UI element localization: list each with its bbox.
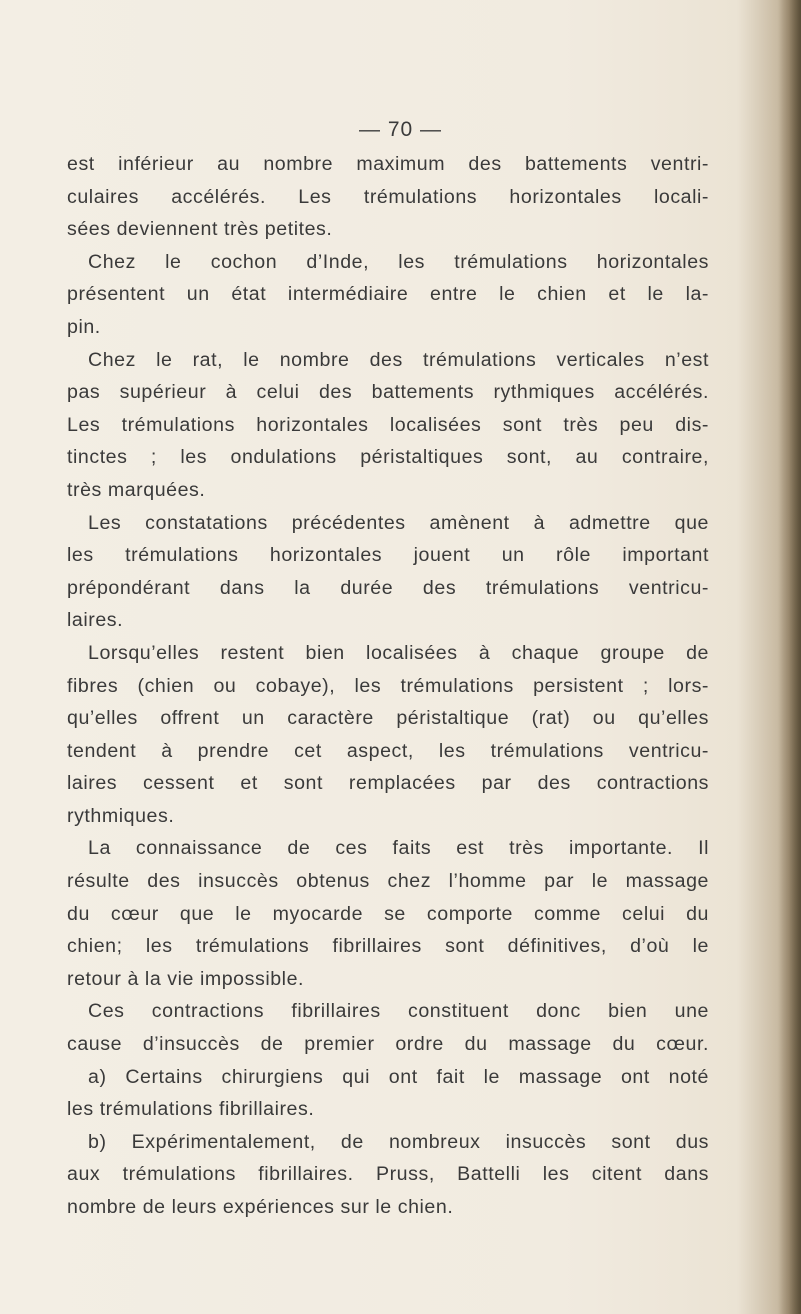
text-line: cause d’insuccès de premier ordre du massage du cœur. xyxy=(67,1033,709,1056)
text-line: a) Certains chirurgiens qui ont fait le massage ont noté xyxy=(88,1065,709,1088)
text-line: qu’elles offrent un caractère péristaltique (rat) ou qu’elles xyxy=(67,707,709,730)
text-line: Les constatations précédentes amènent à admettre que xyxy=(88,511,709,534)
page-edge-shadow xyxy=(779,0,801,1314)
text-line: tinctes ; les ondulations péristaltiques sont, au contraire, xyxy=(67,446,709,469)
text-line: les trémulations fibrillaires. xyxy=(67,1098,315,1121)
text-line: culaires accélérés. Les trémulations horizontales locali- xyxy=(67,185,709,208)
text-line: Lorsqu’elles restent bien localisées à chaque groupe de xyxy=(88,641,709,664)
text-line: pin. xyxy=(67,315,101,338)
text-line: laires cessent et sont remplacées par des contractions xyxy=(67,772,709,795)
text-line: Chez le cochon d’Inde, les trémulations horizontales xyxy=(88,250,709,273)
text-line: fibres (chien ou cobaye), les trémulations persistent ; lors- xyxy=(67,674,709,697)
text-line: les trémulations horizontales jouent un rôle important xyxy=(67,544,709,567)
text-line: Chez le rat, le nombre des trémulations verticales n’est xyxy=(88,348,709,371)
text-line: présentent un état intermédiaire entre le chien et le la- xyxy=(67,283,709,306)
text-line: nombre de leurs expériences sur le chien. xyxy=(67,1196,454,1218)
text-line: très marquées. xyxy=(67,478,206,501)
text-line: résulte des insuccès obtenus chez l’homme par le massage xyxy=(67,870,709,893)
text-line: est inférieur au nombre maximum des battements ventri- xyxy=(67,153,709,175)
text-line: chien; les trémulations fibrillaires sont définitives, d’où le xyxy=(67,935,709,958)
text-line: Les trémulations horizontales localisées sont très peu dis- xyxy=(67,413,709,436)
text-line: tendent à prendre cet aspect, les trémulations ventricu- xyxy=(67,739,709,762)
text-line: b) Expérimentalement, de nombreux insuccès sont dus xyxy=(88,1130,709,1153)
text-line: aux trémulations fibrillaires. Pruss, Battelli les citent dans xyxy=(67,1163,709,1186)
text-line: Ces contractions fibrillaires constituent donc bien une xyxy=(88,1000,709,1023)
text-line: retour à la vie impossible. xyxy=(67,967,305,990)
text-line: prépondérant dans la durée des trémulations ventricu- xyxy=(67,576,709,599)
text-line: du cœur que le myocarde se comporte comme celui du xyxy=(67,902,709,925)
text-line: pas supérieur à celui des battements rythmiques accélérés. xyxy=(67,381,709,404)
page-number: — 70 — xyxy=(358,118,443,141)
body-text xyxy=(67,148,709,1224)
text-line: La connaissance de ces faits est très importante. Il xyxy=(88,837,709,860)
text-line: laires. xyxy=(67,609,124,632)
text-line: rythmiques. xyxy=(67,804,175,827)
text-line: sées deviennent très petites. xyxy=(67,218,333,241)
